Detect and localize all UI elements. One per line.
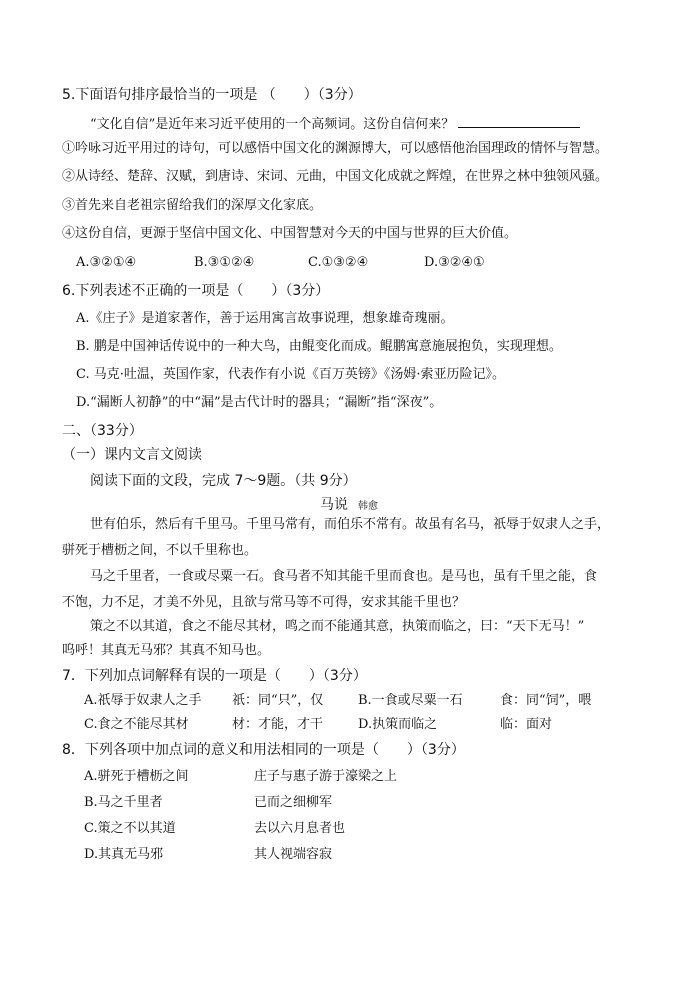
q8-option-c-compare: 去以六月息者也 — [254, 821, 346, 836]
q6-option-a: A.《庄子》是道家著作，善于运用寓言故事说理，想象雄奇瑰丽。 — [76, 311, 454, 326]
q7-option-c-gloss: 材：才能，才干 — [232, 717, 324, 732]
q8-option-c: C.策之不以其道 — [84, 821, 176, 836]
q5-option-b: B.③①②④ — [194, 255, 255, 270]
q5-lead-text: “文化自信”是近年来习近平使用的一个高频词。这份自信何来？ — [90, 117, 455, 132]
q7-option-c: C.食之不能尽其材 — [84, 717, 189, 732]
passage-line-5: 策之不以其道，食之不能尽其材，鸣之而不能通其意，执策而临之，曰：“天下无马！” — [90, 619, 585, 634]
q8-option-b: B.马之千里者 — [84, 795, 163, 810]
q7-option-d: D.执策而临之 — [358, 717, 438, 732]
q5-stem: 5.下面语句排序最恰当的一项是 （ ）（3分） — [62, 87, 362, 103]
q8-option-d: D.其真无马邪 — [84, 847, 164, 862]
q6-stem: 6.下列表述不正确的一项是（ ）（3分） — [62, 283, 330, 299]
q6-option-b: B. 鹏是中国神话传说中的一种大鸟，由鲲变化而成。鲲鹏寓意施展抱负，实现理想。 — [76, 339, 562, 354]
passage-author: 韩愈 — [358, 501, 378, 512]
q8-option-a: A.骈死于槽枥之间 — [84, 769, 189, 784]
passage-line-2: 骈死于槽枥之间，不以千里称也。 — [62, 543, 258, 558]
q5-option-d: D.③②④① — [424, 255, 485, 270]
passage-line-6: 呜呼！其真无马邪？其真不知马也。 — [62, 643, 271, 658]
section-heading: 二、（33分） — [62, 423, 143, 439]
section-subheading: （一）课内文言文阅读 — [62, 447, 202, 463]
q6-option-d: D.“漏断人初静”的中“漏”是古代计时的器具；“漏断”指“深夜”。 — [76, 395, 443, 410]
q8-option-b-compare: 已而之细柳军 — [254, 795, 333, 810]
q7-option-b-gloss: 食：同“饲”，喂 — [500, 693, 592, 708]
q5-item-3: ③首先来自老祖宗留给我们的深厚文化家底。 — [62, 198, 323, 213]
q5-item-2: ②从诗经、楚辞、汉赋，到唐诗、宋词、元曲，中国文化成就之辉煌，在世界之林中独领风骚。 — [62, 169, 609, 184]
q5-lead — [90, 113, 580, 134]
q5-option-a: A.③②①④ — [76, 255, 137, 270]
passage-title-line — [320, 496, 378, 516]
q8-option-d-compare: 其人视端容寂 — [254, 847, 333, 862]
q5-item-4: ④这份自信，更源于坚信中国文化、中国智慧对今天的中国与世界的巨大价值。 — [62, 226, 518, 241]
passage-title: 马说 — [320, 497, 348, 513]
q7-option-a: A.祇辱于奴隶人之手 — [84, 693, 202, 708]
q5-option-c: C.①③②④ — [308, 255, 369, 270]
q7-option-a-gloss: 祇：同“只”，仅 — [232, 693, 324, 708]
q6-option-c: C. 马克·吐温，英国作家，代表作有小说《百万英镑》《汤姆·索亚历险记》。 — [76, 367, 506, 382]
q7-option-b: B.一食或尽粟一石 — [358, 693, 463, 708]
q7-option-d-gloss: 临：面对 — [500, 717, 553, 732]
passage-line-3: 马之千里者，一食或尽粟一石。食马者不知其能千里而食也。是马也，虽有千里之能，食 — [90, 569, 598, 584]
answer-blank[interactable] — [458, 113, 580, 128]
q8-option-a-compare: 庄子与惠子游于濠梁之上 — [254, 769, 398, 784]
q5-item-1: ①吟咏习近平用过的诗句，可以感悟中国文化的渊源博大，可以感悟他治国理政的情怀与智慧。 — [62, 141, 609, 156]
q7-stem: 7．下列加点词解释有误的一项是（ ）（3分） — [62, 668, 367, 684]
passage-line-4: 不饱，力不足，才美不外见，且欲与常马等不可得，安求其能千里也？ — [62, 595, 466, 610]
passage-line-1: 世有伯乐，然后有千里马。千里马常有，而伯乐不常有。故虽有名马，祇辱于奴隶人之手， — [90, 517, 611, 532]
reading-intro: 阅读下面的文段，完成 7～9题。（共 9分） — [90, 473, 357, 489]
q8-stem: 8．下列各项中加点词的意义和用法相同的一项是（ ）（3分） — [62, 742, 465, 758]
